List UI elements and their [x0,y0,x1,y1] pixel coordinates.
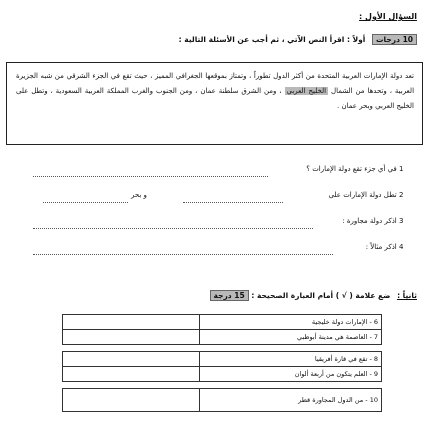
question-item: 3 اذكر دولة مجاورة : [342,217,404,225]
section1-title: السؤال الأول : [359,12,417,21]
table-row [63,389,382,412]
table-row [63,352,382,367]
question-text: اذكر مثالاً : [365,243,397,251]
question-item: 2 تطل دولة الإمارات على [328,191,404,199]
statement-cell: 6 - الإمارات دولة خليجية [200,315,382,330]
table-row [63,315,382,330]
statements-table [62,314,382,412]
statement-cell: 7 - العاصمة هي مدينة أبوظبي [200,330,382,345]
statement-cell: 8 - تقع في قارة أفريقيا [200,352,382,367]
table-row [63,367,382,382]
passage-text [16,69,414,114]
answer-cell[interactable] [63,330,200,345]
statement-cell: 9 - العلم يتكون من أربعة ألوان [200,367,382,382]
question-text: في أي جزء تقع دولة الإمارات ؟ [306,165,397,173]
section2-title: ثانياً : [397,291,417,300]
answer-cell[interactable] [63,352,200,367]
section1-instruction-row [17,34,417,45]
passage-highlight: الخليج العربي [286,87,327,95]
statement-cell: 10 - من الدول المجاورة قطر [200,389,382,412]
answer-line[interactable] [33,246,333,255]
passage-text-after: ، ومن الشرق سلطنة عمان ، ومن الجنوب والغرب المملكة العربية السعودية ، وتطل على الخليج العربي وبحر عمان . [16,87,414,110]
section2-header [17,290,417,301]
question-item: 1 في أي جزء تقع دولة الإمارات ؟ [306,165,404,173]
answer-line[interactable] [33,168,268,177]
answer-line[interactable] [43,194,128,203]
question-text: تطل دولة الإمارات على [328,191,397,199]
answer-line[interactable] [183,194,283,203]
question-text: اذكر دولة مجاورة : [342,217,397,225]
section1-instruction: أولاً : اقرأ النص الآتي ، ثم أجب عن الأسئلة التالية : [178,35,366,44]
table-row [63,330,382,345]
answer-cell[interactable] [63,367,200,382]
section2-grade-badge: 15 درجة [210,290,249,301]
answer-cell[interactable] [63,315,200,330]
question-item: 4 اذكر مثالاً : [365,243,404,251]
reading-passage-box [6,62,423,145]
section2-instruction: ضع علامة ( √ ) أمام العبارة الصحيحة : [251,291,391,300]
question-extra: و بحر [131,191,147,199]
section1-grade-badge: 10 درجات [372,34,417,45]
passage-text-before: تعد دولة الإمارات العربية المتحدة من أكثر الدول تطوراً ، وتمتاز بموقعها الجغرافي المميز ، حيث تقع في الجزء الشرقي من شبه الجزيرة العربية ، وتحدها من الشمال [16,72,415,95]
answer-line[interactable] [33,220,313,229]
answer-cell[interactable] [63,389,200,412]
